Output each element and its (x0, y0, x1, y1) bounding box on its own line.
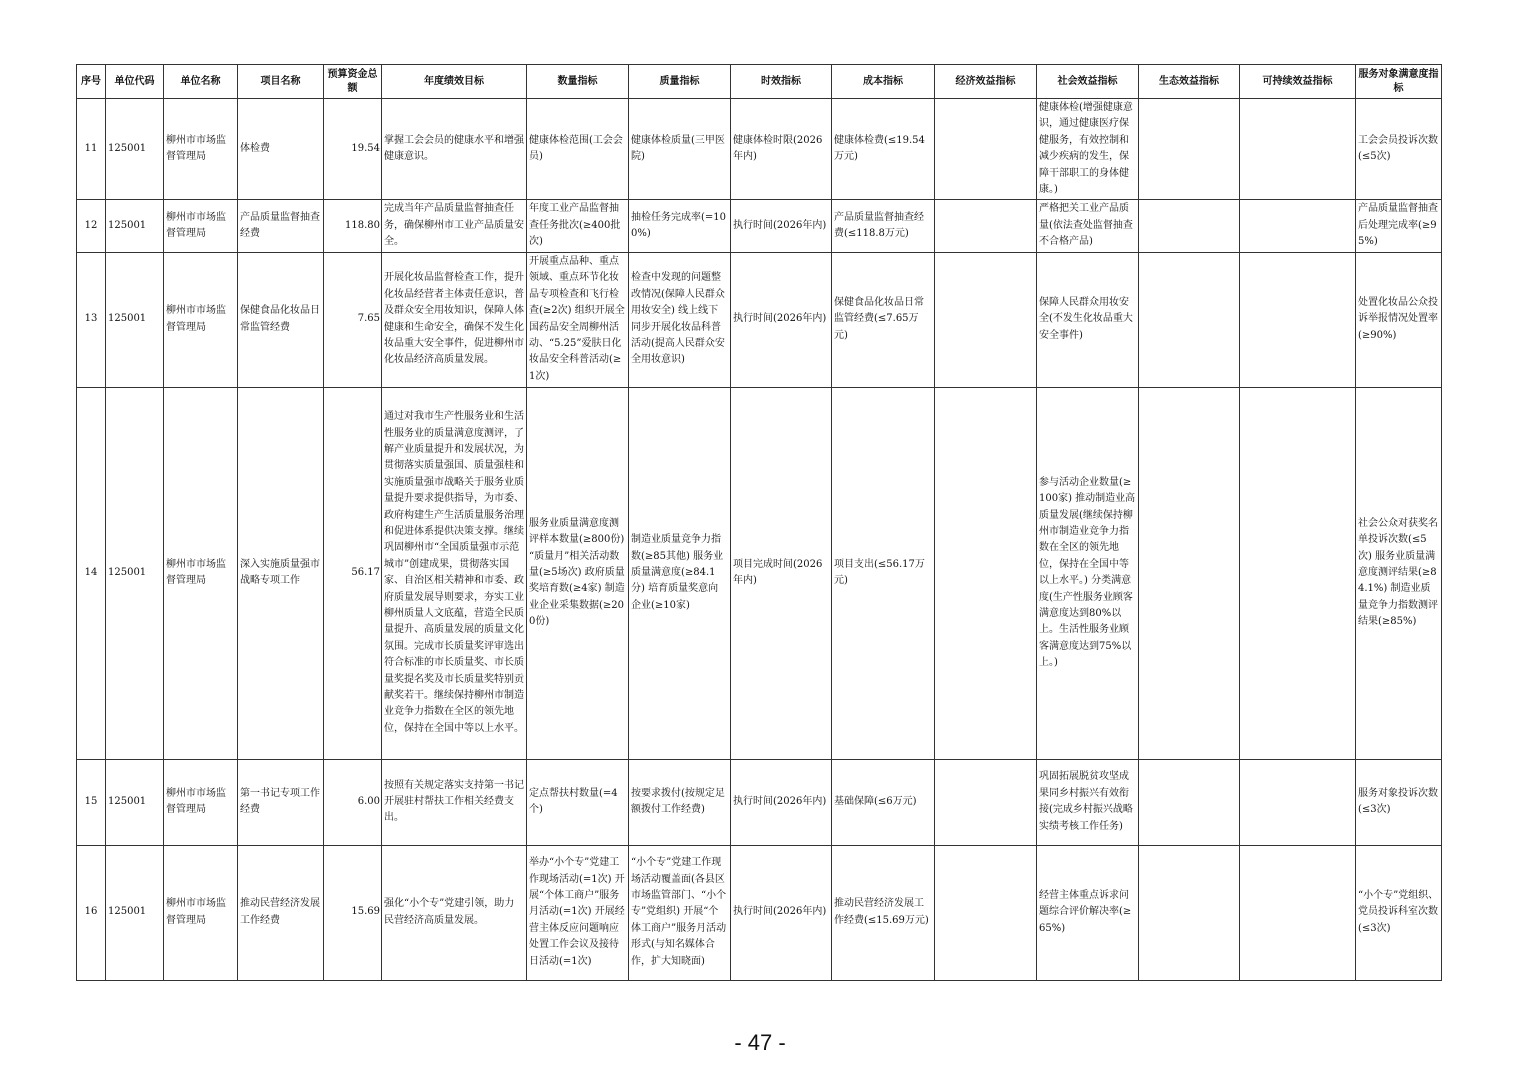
header-seq: 序号 (77, 65, 106, 99)
header-row (77, 65, 1442, 99)
header-social: 社会效益指标 (1037, 65, 1139, 99)
cell-social: 参与活动企业数量(≥100家) 推动制造业高质量发展(继续保持柳州市制造业竞争力指数在全区的领先地位，保持在全国中等以上水平。) 分类满意度(生产性服务业顾客满意度达到80%以上。生活性服务业顾客满意度达到75%以上。) (1037, 387, 1139, 759)
table-row (77, 200, 1442, 252)
header-goal: 年度绩效目标 (382, 65, 527, 99)
cell-economic (935, 252, 1037, 387)
cell-unit: 柳州市市场监督管理局 (164, 387, 238, 759)
cell-social: 经营主体重点诉求问题综合评价解决率(≥65%) (1037, 845, 1139, 980)
cell-budget: 56.17 (324, 387, 382, 759)
cell-sustainable (1240, 387, 1356, 759)
header-timeliness: 时效指标 (731, 65, 832, 99)
cell-code: 125001 (106, 845, 164, 980)
cell-timeliness: 项目完成时间(2026年内) (731, 387, 832, 759)
cell-seq: 13 (77, 252, 106, 387)
cell-quality: “小个专”党建工作现场活动覆盖面(各县区市场监管部门、“小个专”党组织) 开展“个体工商户”服务月活动形式(与知名媒体合作，扩大知晓面) (629, 845, 731, 980)
header-economic: 经济效益指标 (935, 65, 1037, 99)
cell-budget: 19.54 (324, 99, 382, 200)
header-cost: 成本指标 (832, 65, 935, 99)
cell-code: 125001 (106, 99, 164, 200)
cell-timeliness: 健康体检时限(2026年内) (731, 99, 832, 200)
header-quantity: 数量指标 (527, 65, 629, 99)
cell-cost: 项目支出(≤56.17万元) (832, 387, 935, 759)
header-ecological: 生态效益指标 (1139, 65, 1240, 99)
cell-ecological (1139, 252, 1240, 387)
cell-quantity: 健康体检范围(工会会员) (527, 99, 629, 200)
cell-sustainable (1240, 759, 1356, 845)
cell-seq: 11 (77, 99, 106, 200)
header-budget: 预算资金总额 (324, 65, 382, 99)
cell-goal: 按照有关规定落实支持第一书记开展驻村帮扶工作相关经费支出。 (382, 759, 527, 845)
header-quality: 质量指标 (629, 65, 731, 99)
cell-unit: 柳州市市场监督管理局 (164, 759, 238, 845)
cell-satisfaction: 社会公众对获奖名单投诉次数(≤5次) 服务业质量满意度测评结果(≥84.1%) 制造业质量竞争力指数测评结果(≥85%) (1356, 387, 1442, 759)
cell-sustainable (1240, 200, 1356, 252)
cell-code: 125001 (106, 252, 164, 387)
table-row (77, 252, 1442, 387)
cell-economic (935, 200, 1037, 252)
cell-quantity: 举办“小个专”党建工作现场活动(=1次) 开展“个体工商户”服务月活动(=1次) 开展经营主体反应问题响应处置工作会议及接待日活动(=1次) (527, 845, 629, 980)
cell-project: 深入实施质量强市战略专项工作 (238, 387, 324, 759)
cell-seq: 12 (77, 200, 106, 252)
header-satisfaction: 服务对象满意度指标 (1356, 65, 1442, 99)
cell-economic (935, 387, 1037, 759)
cell-budget: 6.00 (324, 759, 382, 845)
cell-cost: 基础保障(≤6万元) (832, 759, 935, 845)
cell-quality: 制造业质量竞争力指数(≥85其他) 服务业质量满意度(≥84.1分) 培育质量奖意向企业(≥10家) (629, 387, 731, 759)
cell-goal: 强化“小个专”党建引领，助力民营经济高质量发展。 (382, 845, 527, 980)
table-row (77, 99, 1442, 200)
cell-project: 保健食品化妆品日常监管经费 (238, 252, 324, 387)
cell-sustainable (1240, 845, 1356, 980)
header-sustainable: 可持续效益指标 (1240, 65, 1356, 99)
cell-sustainable (1240, 99, 1356, 200)
cell-timeliness: 执行时间(2026年内) (731, 252, 832, 387)
cell-economic (935, 759, 1037, 845)
cell-quality: 检查中发现的问题整改情况(保障人民群众用妆安全) 线上线下同步开展化妆品科普活动(提高人民群众安全用妆意识) (629, 252, 731, 387)
cell-cost: 推动民营经济发展工作经费(≤15.69万元) (832, 845, 935, 980)
cell-quality: 抽检任务完成率(=100%) (629, 200, 731, 252)
cell-quantity: 服务业质量满意度测评样本数量(≥800份) “质量月”相关活动数量(≥5场次) 政府质量奖培育数(≥4家) 制造业企业采集数据(≥200份) (527, 387, 629, 759)
header-project: 项目名称 (238, 65, 324, 99)
cell-seq: 14 (77, 387, 106, 759)
page-number: - 47 - (734, 1030, 786, 1055)
cell-satisfaction: 工会会员投诉次数(≤5次) (1356, 99, 1442, 200)
cell-timeliness: 执行时间(2026年内) (731, 200, 832, 252)
cell-ecological (1139, 200, 1240, 252)
cell-social: 巩固拓展脱贫攻坚成果同乡村振兴有效衔接(完成乡村振兴战略实绩考核工作任务) (1037, 759, 1139, 845)
cell-goal: 完成当年产品质量监督抽查任务，确保柳州市工业产品质量安全。 (382, 200, 527, 252)
cell-code: 125001 (106, 759, 164, 845)
cell-code: 125001 (106, 200, 164, 252)
cell-ecological (1139, 759, 1240, 845)
cell-quantity: 开展重点品种、重点领域、重点环节化妆品专项检查和飞行检查(≥2次) 组织开展全国药品安全周柳州活动、“5.25”爱肤日化妆品安全科普活动(≥1次) (527, 252, 629, 387)
cell-goal: 掌握工会会员的健康水平和增强健康意识。 (382, 99, 527, 200)
cell-quantity: 年度工业产品监督抽查任务批次(≥400批次) (527, 200, 629, 252)
cell-satisfaction: 处置化妆品公众投诉举报情况处置率(≥90%) (1356, 252, 1442, 387)
cell-unit: 柳州市市场监督管理局 (164, 252, 238, 387)
cell-sustainable (1240, 252, 1356, 387)
cell-economic (935, 99, 1037, 200)
cell-social: 严格把关工业产品质量(依法查处监督抽查不合格产品) (1037, 200, 1139, 252)
cell-ecological (1139, 845, 1240, 980)
cell-cost: 产品质量监督抽查经费(≤118.8万元) (832, 200, 935, 252)
cell-quality: 按要求拨付(按规定足额拨付工作经费) (629, 759, 731, 845)
cell-ecological (1139, 387, 1240, 759)
cell-project: 第一书记专项工作经费 (238, 759, 324, 845)
cell-cost: 保健食品化妆品日常监管经费(≤7.65万元) (832, 252, 935, 387)
cell-quantity: 定点帮扶村数量(=4个) (527, 759, 629, 845)
header-unit: 单位名称 (164, 65, 238, 99)
cell-satisfaction: 服务对象投诉次数(≤3次) (1356, 759, 1442, 845)
cell-satisfaction: 产品质量监督抽查后处理完成率(≥95%) (1356, 200, 1442, 252)
cell-social: 健康体检(增强健康意识，通过健康医疗保健服务，有效控制和减少疾病的发生，保障干部职工的身体健康。) (1037, 99, 1139, 200)
cell-quality: 健康体检质量(三甲医院) (629, 99, 731, 200)
cell-project: 产品质量监督抽查经费 (238, 200, 324, 252)
cell-goal: 通过对我市生产性服务业和生活性服务业的质量满意度测评，了解产业质量提升和发展状况，为贯彻落实质量强国、质量强桂和实施质量强市战略关于服务业质量提升要求提供指导，为市委、政府构建生产生活质量服务治理和促进体系提供决策支撑。继续巩固柳州市“全国质量强市示范城市”创建成果，贯彻落实国家、自治区相关精神和市委、政府质量发展导则要求，夯实工业柳州质量人文底蕴，营造全民质量提升、高质量发展的质量文化氛围。完成市长质量奖评审选出符合标准的市长质量奖、市长质量奖提名奖及市长质量奖特别贡献奖若干。继续保持柳州市制造业竞争力指数在全区的领先地位，保持在全国中等以上水平。 (382, 387, 527, 759)
cell-seq: 15 (77, 759, 106, 845)
cell-unit: 柳州市市场监督管理局 (164, 99, 238, 200)
table-row (77, 845, 1442, 980)
cell-unit: 柳州市市场监督管理局 (164, 845, 238, 980)
cell-satisfaction: “小个专”党组织、党员投诉科室次数(≤3次) (1356, 845, 1442, 980)
cell-ecological (1139, 99, 1240, 200)
table-row (77, 387, 1442, 759)
performance-table (76, 64, 1442, 981)
cell-timeliness: 执行时间(2026年内) (731, 845, 832, 980)
cell-budget: 118.80 (324, 200, 382, 252)
cell-budget: 7.65 (324, 252, 382, 387)
cell-unit: 柳州市市场监督管理局 (164, 200, 238, 252)
cell-project: 推动民营经济发展工作经费 (238, 845, 324, 980)
cell-code: 125001 (106, 387, 164, 759)
cell-seq: 16 (77, 845, 106, 980)
cell-economic (935, 845, 1037, 980)
cell-timeliness: 执行时间(2026年内) (731, 759, 832, 845)
cell-cost: 健康体检费(≤19.54万元) (832, 99, 935, 200)
cell-social: 保障人民群众用妆安全(不发生化妆品重大安全事件) (1037, 252, 1139, 387)
cell-budget: 15.69 (324, 845, 382, 980)
cell-project: 体检费 (238, 99, 324, 200)
header-code: 单位代码 (106, 65, 164, 99)
cell-goal: 开展化妆品监督检查工作，提升化妆品经营者主体责任意识，普及群众安全用妆知识，保障人体健康和生命安全，确保不发生化妆品重大安全事件，促进柳州市化妆品经济高质量发展。 (382, 252, 527, 387)
table-row (77, 759, 1442, 845)
